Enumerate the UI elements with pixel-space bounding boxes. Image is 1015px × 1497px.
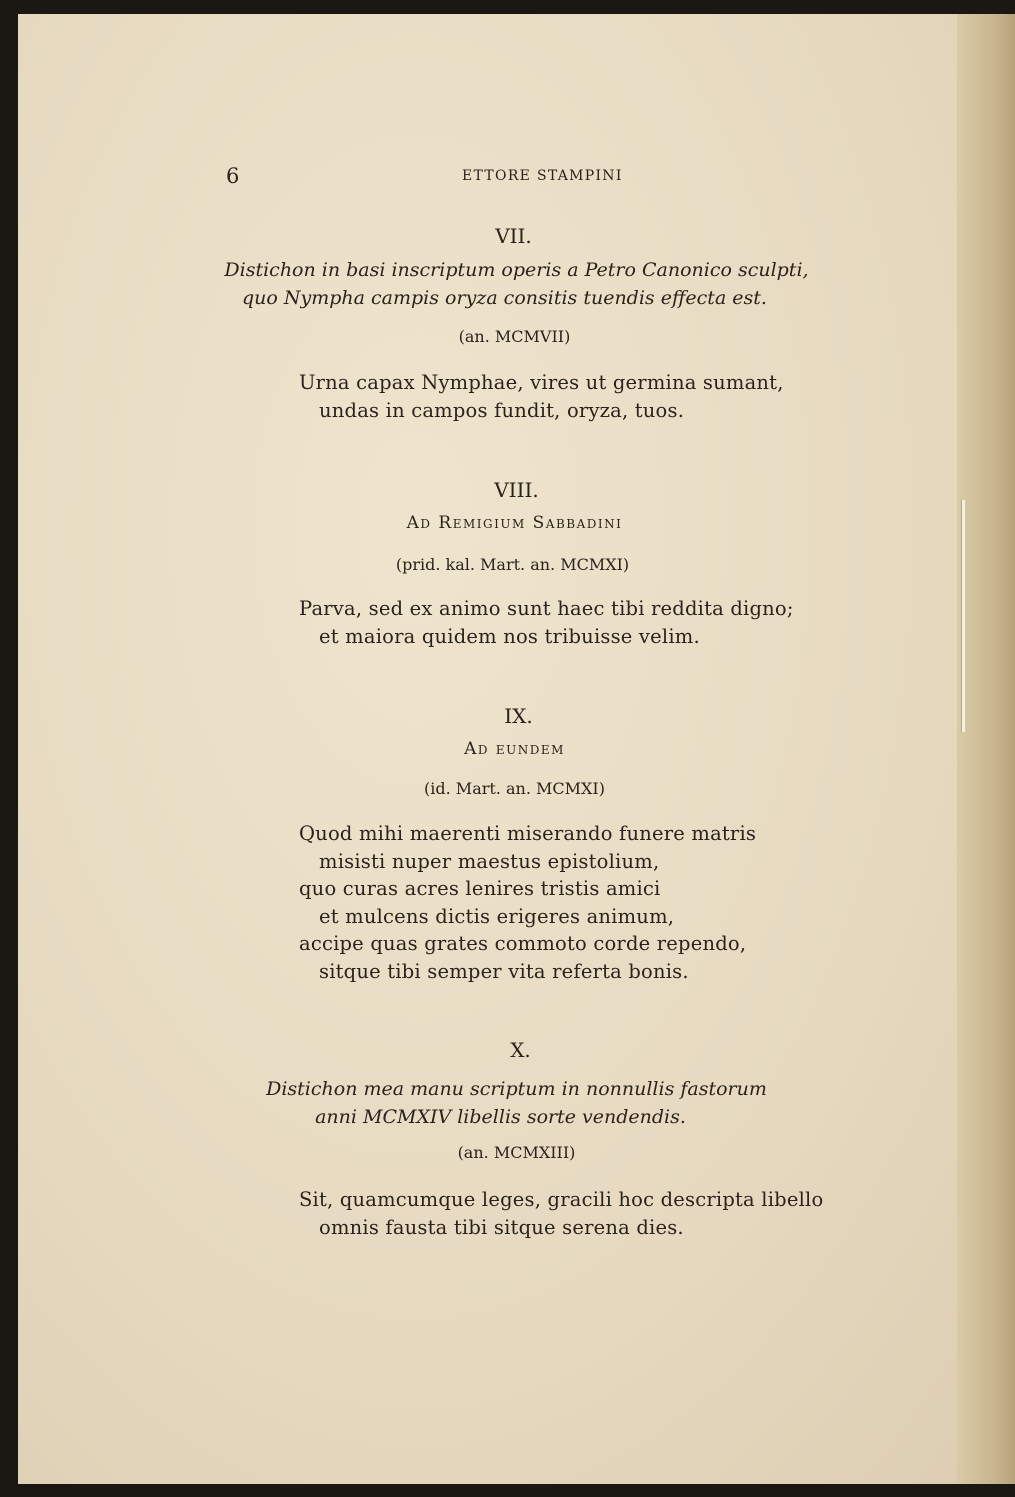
poem-title-line: quo Nympha campis oryza consitis tuendis effecta est.: [242, 287, 767, 309]
verse-line: quo curas acres lenires tristis amici: [299, 877, 661, 900]
verse-line: Parva, sed ex animo sunt haec tibi reddita digno;: [299, 597, 794, 620]
verse-line: accipe quas grates commoto corde rependo,: [299, 932, 747, 955]
poem-numeral: X.: [510, 1038, 531, 1062]
poem-numeral: IX.: [504, 704, 533, 728]
running-title: ETTORE STAMPINI: [462, 168, 623, 184]
poem-subtitle: Ad Remigium Sabbadini: [406, 513, 623, 533]
verse-line: undas in campos fundit, oryza, tuos.: [319, 399, 685, 422]
poem-numeral: VII.: [495, 224, 532, 248]
verse-line: et maiora quidem nos tribuisse velim.: [319, 625, 700, 648]
verse-line: sitque tibi semper vita referta bonis.: [319, 960, 689, 983]
verse-line: Urna capax Nymphae, vires ut germina sumant,: [299, 371, 784, 394]
poem-date: (an. MCMVII): [458, 327, 571, 346]
verse-line: misisti nuper maestus epistolium,: [319, 850, 660, 873]
book-page: [18, 14, 1015, 1484]
verse-line: omnis fausta tibi sitque serena dies.: [319, 1216, 684, 1239]
verse-line: et mulcens dictis erigeres animum,: [319, 905, 675, 928]
verse-line: Sit, quamcumque leges, gracili hoc descripta libello: [299, 1188, 824, 1211]
poem-date: (an. MCMXIII): [457, 1143, 576, 1162]
gutter-marker: [961, 500, 965, 732]
running-header: [18, 164, 1015, 188]
verse-line: Quod mihi maerenti miserando funere matris: [299, 822, 757, 845]
poem-date: (prid. kal. Mart. an. MCMXI): [395, 555, 630, 574]
page-number: 6: [226, 164, 240, 188]
poem-title-line: Distichon mea manu scriptum in nonnullis fastorum: [266, 1078, 767, 1100]
poem-title-line: Distichon in basi inscriptum operis a Petro Canonico sculpti,: [224, 259, 809, 281]
poem-title-line: anni MCMXIV libellis sorte vendendis.: [315, 1106, 686, 1128]
poem-numeral: VIII.: [494, 478, 539, 502]
poem-date: (id. Mart. an. MCMXI): [424, 779, 605, 798]
poem-subtitle: Ad eundem: [464, 739, 565, 759]
